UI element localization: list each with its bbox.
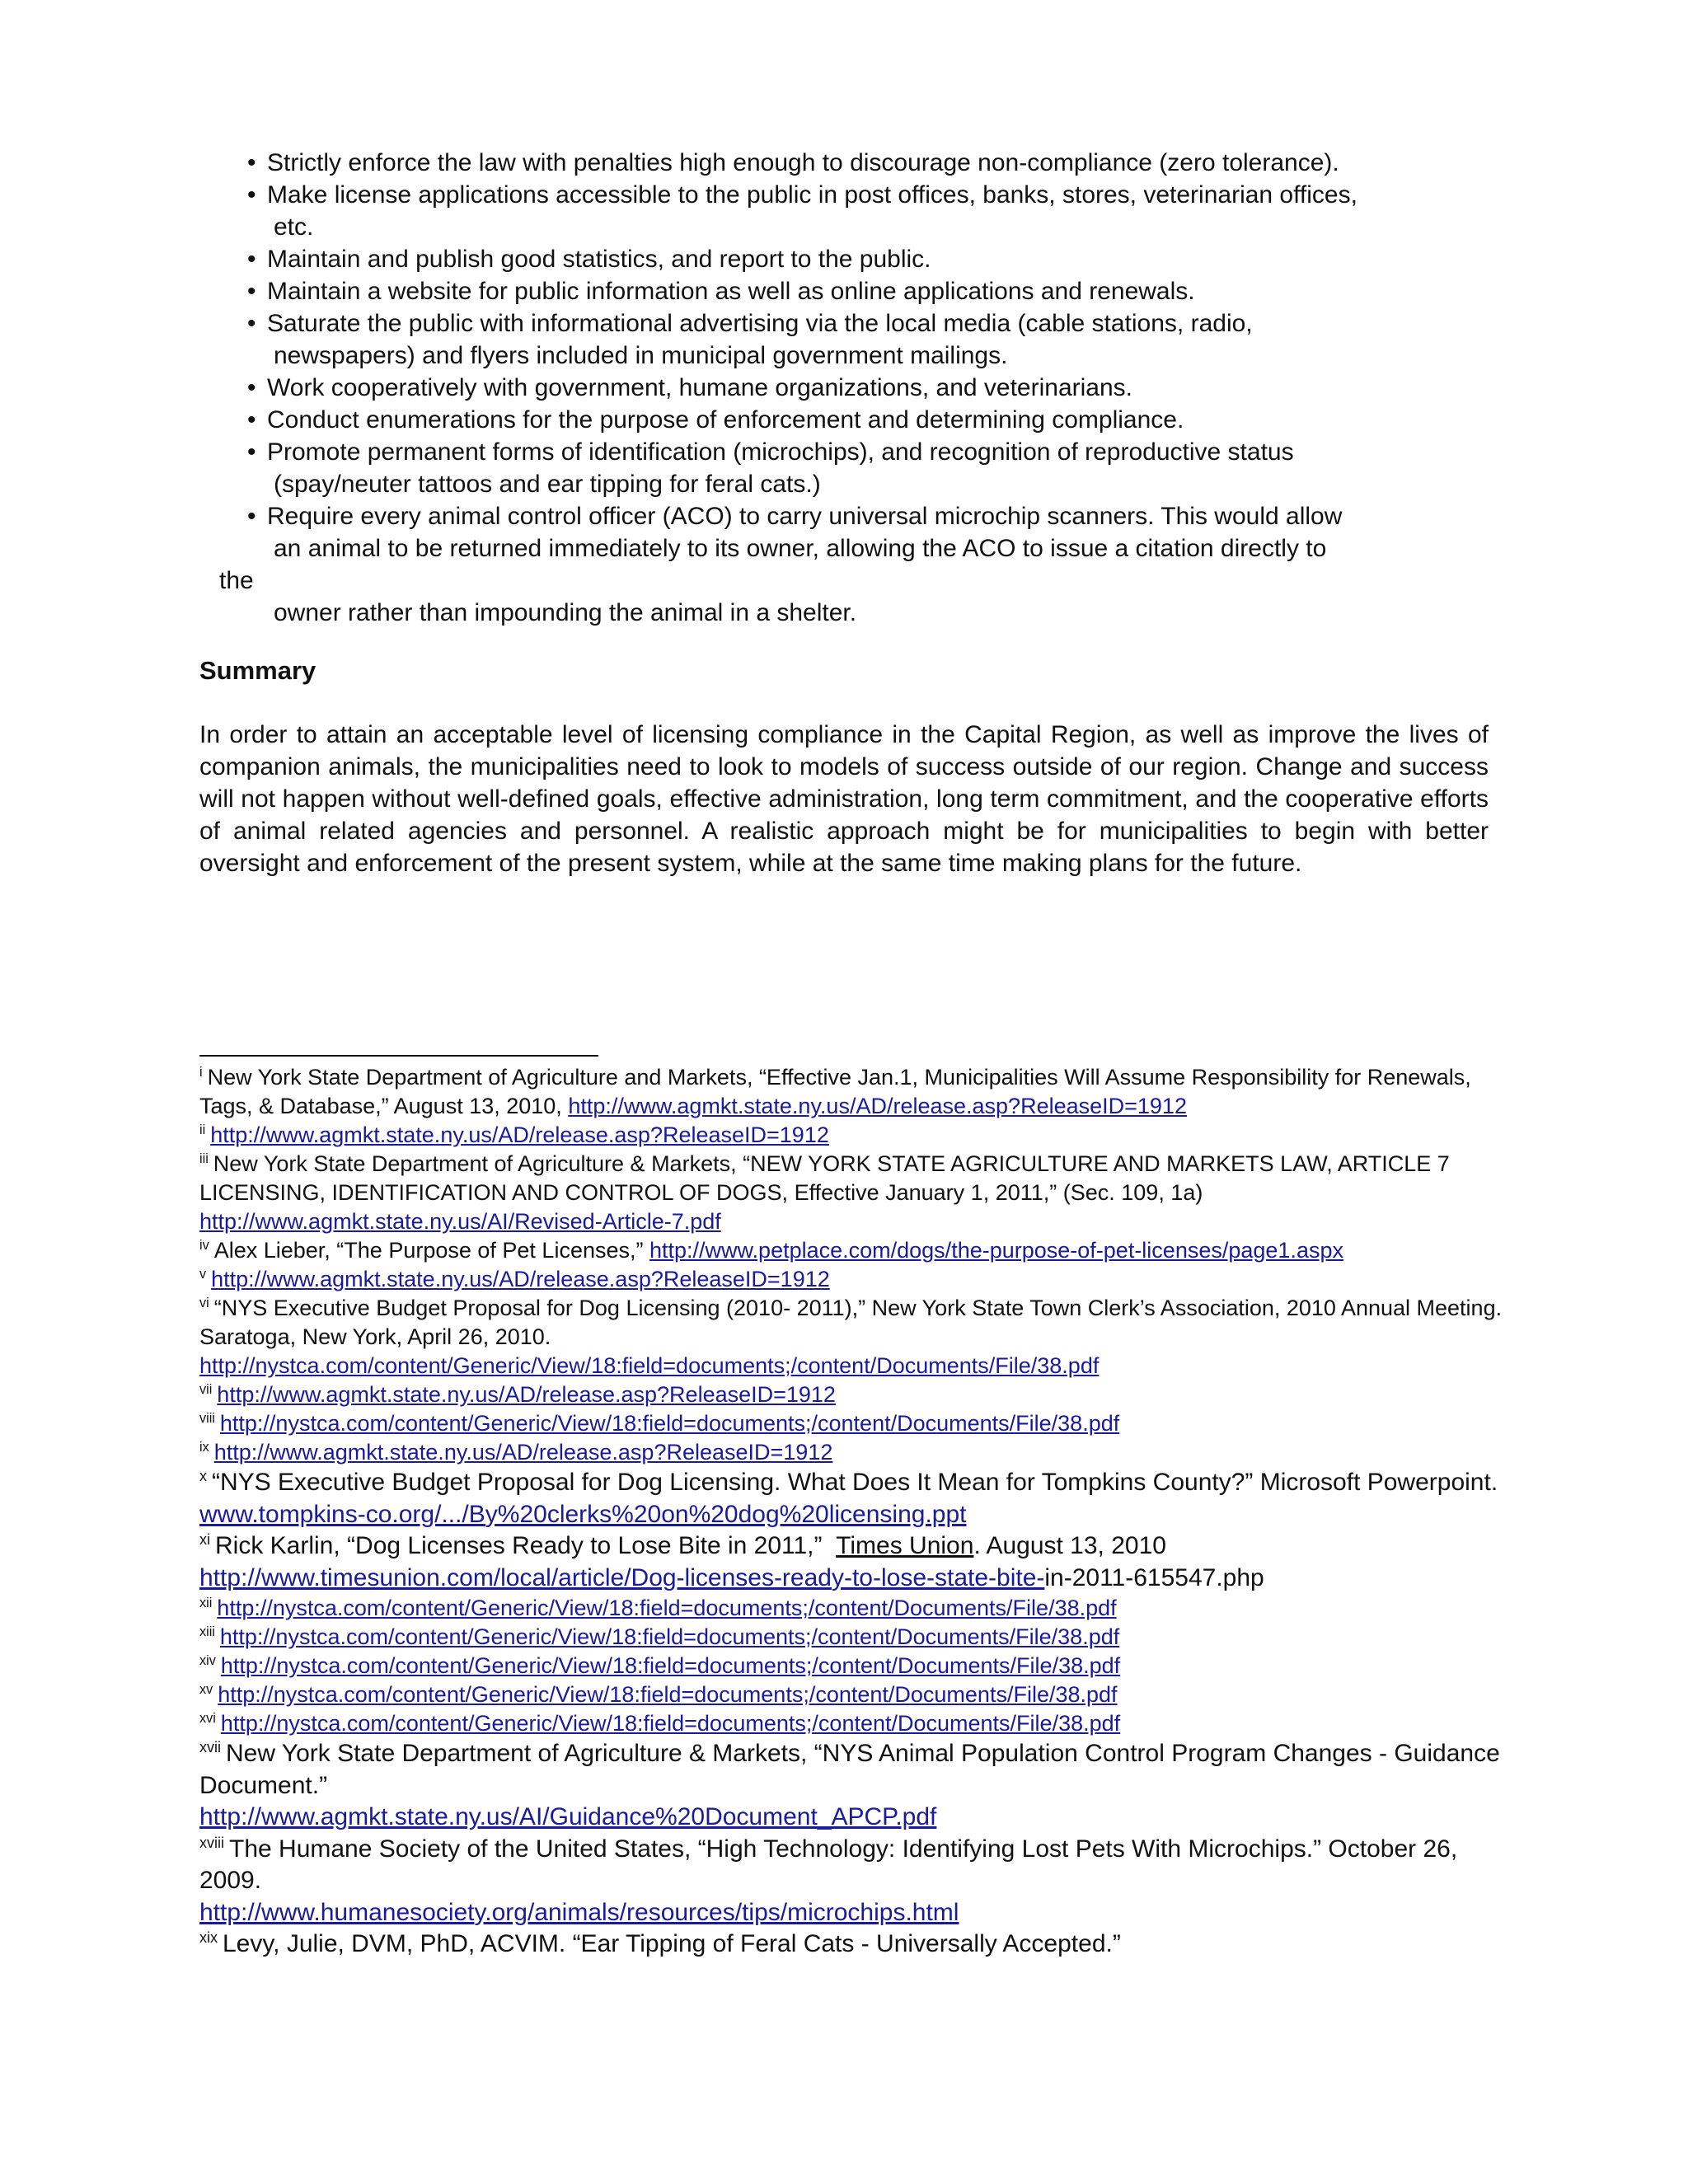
bullet-icon: • (247, 278, 256, 305)
footnote-text: New York State Department of Agriculture and Markets, “Effective Jan.1, Municipalities Will Assume Responsibility for Renewals, Tags, & Database,” August 13, 2010, (199, 1065, 1471, 1118)
list-item-text: etc. (274, 213, 314, 241)
footnote-divider (199, 1055, 598, 1057)
footnote-link[interactable]: http://www.agmkt.state.ny.us/AD/release.asp?ReleaseID=1912 (217, 1382, 836, 1407)
footnote (199, 1834, 1510, 1929)
list-item-text: Conduct enumerations for the purpose of enforcement and determining compliance. (267, 406, 1184, 434)
bullet-icon: • (247, 374, 256, 401)
footnotes (199, 1063, 1510, 1961)
list-item-text: Maintain a website for public information as well as online applications and renewals. (267, 278, 1195, 305)
footnote (199, 1594, 1510, 1623)
footnote-link[interactable]: http://nystca.com/content/Generic/View/18:field=documents;/content/Documents/File/38.pdf (219, 1411, 1120, 1436)
footnote (199, 1738, 1510, 1834)
footnote-marker: xviii (199, 1834, 224, 1851)
footnote-text: Levy, Julie, DVM, PhD, ACVIM. “Ear Tipping of Feral Cats - Universally Accepted.” (223, 1930, 1121, 1957)
bullet-icon: • (247, 503, 256, 530)
footnote (199, 1652, 1510, 1680)
list-item (247, 243, 1500, 275)
list-item-text: Require every animal control officer (ACO) to carry universal microchip scanners. This would allow (267, 503, 1343, 530)
list-item (247, 372, 1500, 404)
list-item-text: (spay/neuter tattoos and ear tipping for feral cats.) (274, 471, 821, 498)
list-item (247, 179, 1500, 243)
list-item (247, 307, 1500, 372)
footnote-marker: iv (199, 1238, 209, 1254)
list-item-text: Make license applications accessible to the public in post offices, banks, stores, veterinarian offices, (267, 181, 1357, 209)
footnote (199, 1438, 1510, 1467)
list-item-text: Work cooperatively with government, humane organizations, and veterinarians. (267, 374, 1132, 401)
footnote (199, 1294, 1510, 1380)
list-item-text: an animal to be returned immediately to its owner, allowing the ACO to issue a citation directly to (274, 535, 1327, 562)
footnote-link[interactable]: http://www.humanesociety.org/animals/resources/tips/microchips.html (199, 1898, 959, 1926)
recommendation-list (219, 147, 1500, 629)
footnote-text: in-2011-615547.php (1044, 1563, 1264, 1591)
footnote-marker: xv (199, 1682, 213, 1698)
footnote-marker: i (199, 1065, 203, 1080)
list-item-text: the (219, 567, 254, 594)
footnote (199, 1467, 1510, 1530)
list-item (247, 275, 1500, 307)
list-item-text: Maintain and publish good statistics, and report to the public. (267, 246, 931, 273)
footnote-marker: xi (199, 1531, 210, 1549)
footnote-marker: xix (199, 1929, 218, 1947)
footnote-link[interactable]: http://www.agmkt.state.ny.us/AI/Revised-Article-7.pdf (199, 1209, 721, 1234)
bullet-icon: • (247, 406, 256, 434)
bullet-icon: • (247, 181, 256, 209)
footnote-marker: vii (199, 1382, 213, 1398)
footnote (199, 1121, 1510, 1150)
footnote-link[interactable]: http://nystca.com/content/Generic/View/18:field=documents;/content/Documents/File/38.pdf (218, 1682, 1118, 1707)
publication-name: Times Union (836, 1532, 974, 1559)
list-item (247, 436, 1500, 500)
section-heading: Summary (199, 656, 316, 685)
list-item-text: Promote permanent forms of identification (microchips), and recognition of reproductive status (267, 438, 1294, 466)
footnote-text: New York State Department of Agriculture & Markets, “NYS Animal Population Control Program Changes - Guidance Document.” (199, 1740, 1500, 1799)
footnote (199, 1063, 1510, 1121)
footnote-marker: iii (199, 1151, 209, 1167)
footnote-marker: xiv (199, 1653, 216, 1669)
footnote-marker: ii (199, 1122, 206, 1138)
summary-paragraph: In order to attain an acceptable level of licensing compliance in the Capital Region, as well as improve the lives of companion animals, the municipalities need to look to models of success outside of our region. Change and success will not happen without well-defined goals, effective administration, long term commitment, and the cooperative efforts of animal related agencies and personnel. A realistic approach might be for municipalities to begin with better oversight and enforcement of the present system, while at the same time making plans for the future. (199, 721, 1489, 877)
footnote (199, 1530, 1510, 1594)
list-item-text: owner rather than impounding the animal in a shelter. (274, 599, 857, 626)
footnote-link[interactable]: http://nystca.com/content/Generic/View/18:field=documents;/content/Documents/File/38.pdf (199, 1353, 1100, 1378)
footnote-marker: xvii (199, 1739, 221, 1756)
footnote (199, 1236, 1510, 1265)
footnote-marker: x (199, 1468, 207, 1485)
list-item-text: Strictly enforce the law with penalties high enough to discourage non-compliance (zero tolerance). (267, 149, 1339, 176)
bullet-icon: • (247, 438, 256, 466)
footnote-link[interactable]: http://nystca.com/content/Generic/View/18:field=documents;/content/Documents/File/38.pdf (220, 1711, 1121, 1736)
bullet-icon: • (247, 310, 256, 337)
footnote-link[interactable]: http://nystca.com/content/Generic/View/18:field=documents;/content/Documents/File/38.pdf (220, 1653, 1121, 1678)
footnote-link[interactable]: http://www.agmkt.state.ny.us/AD/release.asp?ReleaseID=1912 (211, 1267, 830, 1291)
bullet-icon: • (247, 246, 256, 273)
footnote-link[interactable]: http://www.timesunion.com/local/article/Dog-licenses-ready-to-lose-state-bite- (199, 1563, 1045, 1591)
list-item-text: newspapers) and flyers included in municipal government mailings. (274, 342, 1008, 369)
bullet-icon: • (247, 149, 256, 176)
footnote-text: New York State Department of Agriculture & Markets, “NEW YORK STATE AGRICULTURE AND MARKETS LAW, ARTICLE 7 LICENSING, IDENTIFICATION AND CONTROL OF DOGS, Effective January 1, 2011,” (Sec. 109, 1a) (199, 1151, 1450, 1205)
footnote-text: The Humane Society of the United States, “High Technology: Identifying Lost Pets With Microchips.” October 26, 2009. (199, 1835, 1458, 1894)
footnote-marker: xvi (199, 1711, 216, 1727)
footnote-marker: vi (199, 1296, 209, 1311)
footnote-link[interactable]: http://www.agmkt.state.ny.us/AI/Guidance%20Document_APCP.pdf (199, 1803, 937, 1830)
footnote (199, 1265, 1510, 1294)
footnote (199, 1150, 1510, 1236)
footnote-text: “NYS Executive Budget Proposal for Dog Licensing (2010- 2011),” New York State Town Clerk’s Association, 2010 Annual Meeting. Saratoga, New York, April 26, 2010. (199, 1296, 1503, 1349)
footnote-link[interactable]: http://www.agmkt.state.ny.us/AD/release.asp?ReleaseID=1912 (210, 1122, 829, 1147)
footnote-link[interactable]: www.tompkins-co.org/.../By%20clerks%20on%20dog%20licensing.ppt (199, 1500, 967, 1528)
footnote-link[interactable]: http://www.agmkt.state.ny.us/AD/release.asp?ReleaseID=1912 (213, 1440, 833, 1465)
footnote (199, 1929, 1510, 1961)
footnote-link[interactable]: http://nystca.com/content/Generic/View/18:field=documents;/content/Documents/File/38.pdf (219, 1624, 1120, 1649)
footnote (199, 1623, 1510, 1652)
footnote-link[interactable]: http://www.agmkt.state.ny.us/AD/release.asp?ReleaseID=1912 (568, 1094, 1187, 1118)
list-item (247, 147, 1500, 179)
footnote-text: Alex Lieber, “The Purpose of Pet Licenses,” (213, 1238, 644, 1263)
footnote-text: “NYS Executive Budget Proposal for Dog Licensing. What Does It Mean for Tompkins County?” Microsoft Powerpoint. (212, 1469, 1498, 1496)
footnote-marker: v (199, 1267, 207, 1282)
footnote-marker: xiii (199, 1624, 215, 1640)
list-item (219, 500, 1500, 629)
footnote-marker: xii (199, 1596, 213, 1611)
footnote (199, 1680, 1510, 1709)
footnote (199, 1380, 1510, 1409)
footnote (199, 1409, 1510, 1438)
footnote-text: Rick Karlin, “Dog Licenses Ready to Lose Bite in 2011,” (215, 1532, 823, 1559)
footnote-link[interactable]: http://nystca.com/content/Generic/View/18:field=documents;/content/Documents/File/38.pdf (217, 1596, 1117, 1620)
footnote-marker: ix (199, 1440, 209, 1455)
footnote-link[interactable]: http://www.petplace.com/dogs/the-purpose-of-pet-licenses/page1.aspx (649, 1238, 1343, 1263)
list-item (247, 404, 1500, 436)
footnote-marker: viii (199, 1411, 215, 1427)
footnote-text: . August 13, 2010 (973, 1532, 1166, 1559)
list-item-text: Saturate the public with informational advertising via the local media (cable stations, radio, (267, 310, 1253, 337)
footnote (199, 1709, 1510, 1738)
